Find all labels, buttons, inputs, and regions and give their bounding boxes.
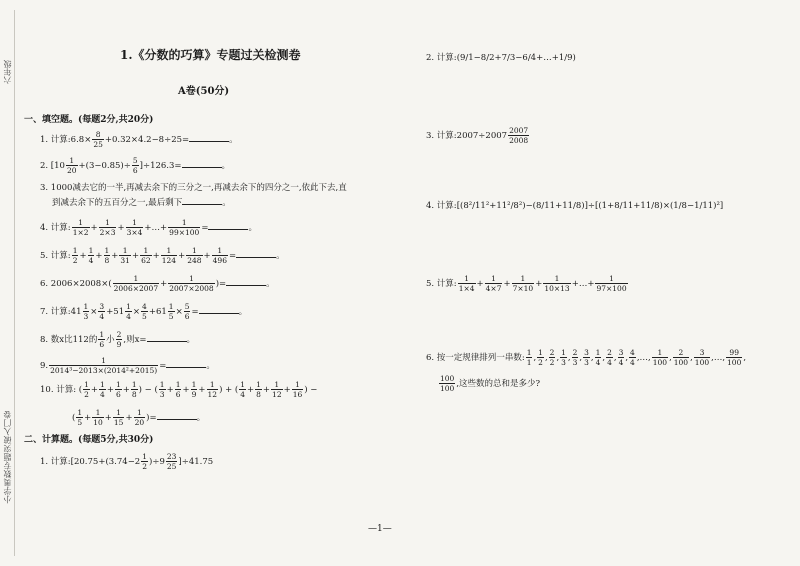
question-6: 6. 2006×2008×( $\frac{1}{2006\times 2007}$ + $\frac{1}{2007\times 2008}$ )= 。 (40, 274, 275, 293)
section-calculation: 二、计算题。(每题5分,共30分) (24, 435, 154, 445)
page-number: —1— (368, 524, 392, 534)
section-fill-blank: 一、填空题。(每题2分,共20分) (24, 115, 154, 125)
calc-question-3: 3. 计算:2007÷2007 $\frac{2007}{2008}$ (426, 126, 529, 145)
question-9: 9. $\frac{1}{\text{2014³−2013×(2014²+2015)}}$ = 。 (40, 356, 215, 375)
question-10-line1: 10. 计算: ( $\frac{1}{2}$ + $\frac{1}{4}$ + $\frac{1}{6}$ + $\frac{1}{8}$ ) − ( $\frac{1}{3}$ + $\frac{1}{6}$ + $\frac{1}{9}$ + $\frac{1}{12}$ ) + ( $\frac{1}{4}$ + $\frac{1}{8}$ + $\frac{1}{12}$ + $\frac{1}{16}$ ) − (40, 380, 318, 399)
page-title: 1.《分数的巧算》专题过关检测卷 (120, 48, 301, 62)
question-4: 4. 计算: $\frac{1}{1\times 2}$ + $\frac{1}{2\times 3}$ + $\frac{1}{3\times 4}$ +…+ $\frac{1}{99\times 100}$ = 。 (40, 218, 257, 237)
question-7: 7. 计算:41 $\frac{1}{3}$ × $\frac{3}{4}$ +51 $\frac{1}{4}$ × $\frac{4}{5}$ +61 $\frac{1}{5}$ × $\frac{5}{6}$ = 。 (40, 302, 248, 321)
page-subtitle: A卷(50分) (178, 86, 230, 97)
answer-blank[interactable] (182, 196, 222, 205)
answer-blank[interactable] (147, 333, 187, 342)
question-8: 8. 数x比112的 $\frac{1}{6}$ 小 $\frac{2}{9}$ ,则x= 。 (40, 330, 196, 349)
question-10-line2: ( $\frac{1}{5}$ + $\frac{1}{10}$ + $\frac{1}{15}$ + $\frac{1}{20}$ )= 。 (72, 408, 206, 427)
binding-margin-line (14, 10, 15, 556)
calc-question-2: 2. 计算:(9/1−8/2+7/3−6/4+…+1/9) (426, 53, 576, 63)
calc-question-6-line2: $\frac{100}{100}$ ,这些数的总和是多少? (440, 374, 541, 393)
answer-blank[interactable] (166, 359, 206, 368)
question-3-line2: 到减去余下的五百分之一,最后剩下 。 (52, 198, 231, 208)
question-1: 1. 计算:6.8× $\frac{8}{25}$ +0.32×4.2−8÷25= 。 (40, 130, 238, 149)
answer-blank[interactable] (189, 133, 229, 142)
calc-question-5: 5. 计算: $\frac{1}{1\times 4}$ + $\frac{1}{4\times 7}$ + $\frac{1}{7\times 10}$ + $\frac{1}{10\times 13}$ +…+ $\frac{1}{97\times 100}$ (426, 274, 627, 293)
answer-blank[interactable] (226, 277, 266, 286)
answer-blank[interactable] (199, 305, 239, 314)
calc-question-4: 4. 计算:[(8²/11²+11²/8²)−(8/11+11/8)]÷[(1+8/11+11/8)×(1/8−1/11)²] (426, 201, 724, 211)
side-label-grade: 六年级 (3, 60, 12, 84)
question-5: 5. 计算: $\frac{1}{2}$ + $\frac{1}{4}$ + $\frac{1}{8}$ + $\frac{1}{31}$ + $\frac{1}{62}$ + $\frac{1}{124}$ + $\frac{1}{248}$ + $\frac{1}{496}$ = 。 (40, 246, 285, 265)
calc-question-6: 6. 按一定规律排列一串数: $\frac{1}{1}$ , $\frac{1}{2}$ , $\frac{2}{2}$ , $\frac{1}{3}$ , $\frac{2}{3}$ , $\frac{3}{3}$ , $\frac{1}{4}$ , $\frac{2}{4}$ , $\frac{3}{4}$ , $\frac{4}{4}$ ,…, $\frac{1}{100}$ , $\frac{2}{100}$ , $\frac{3}{100}$ ,…, $\frac{99}{100}$ , (426, 348, 747, 367)
answer-blank[interactable] (236, 249, 276, 258)
question-2: 2. [10 $\frac{1}{20}$ +(3−0.85)÷ $\frac{5}{6}$ ]÷126.3= 。 (40, 156, 231, 175)
q1-suffix: +0.32×4.2−8÷25= (104, 135, 190, 145)
answer-blank[interactable] (182, 159, 222, 168)
side-label-series: 小学奥数专题突破入门卷 (3, 410, 12, 504)
answer-blank[interactable] (157, 411, 197, 420)
calc-question-1: 1. 计算:[20.75+(3.74−2 $\frac{1}{2}$ )÷9 $\frac{23}{25}$ ]÷41.75 (40, 452, 214, 471)
q1-fraction: $\frac{8}{25}$ (93, 130, 103, 149)
q1-prefix: 1. 计算:6.8× (40, 135, 92, 145)
answer-blank[interactable] (208, 221, 248, 230)
question-3-line1: 3. 1000减去它的一半,再减去余下的三分之一,再减去余下的四分之一,依此下去,直 (40, 183, 347, 193)
